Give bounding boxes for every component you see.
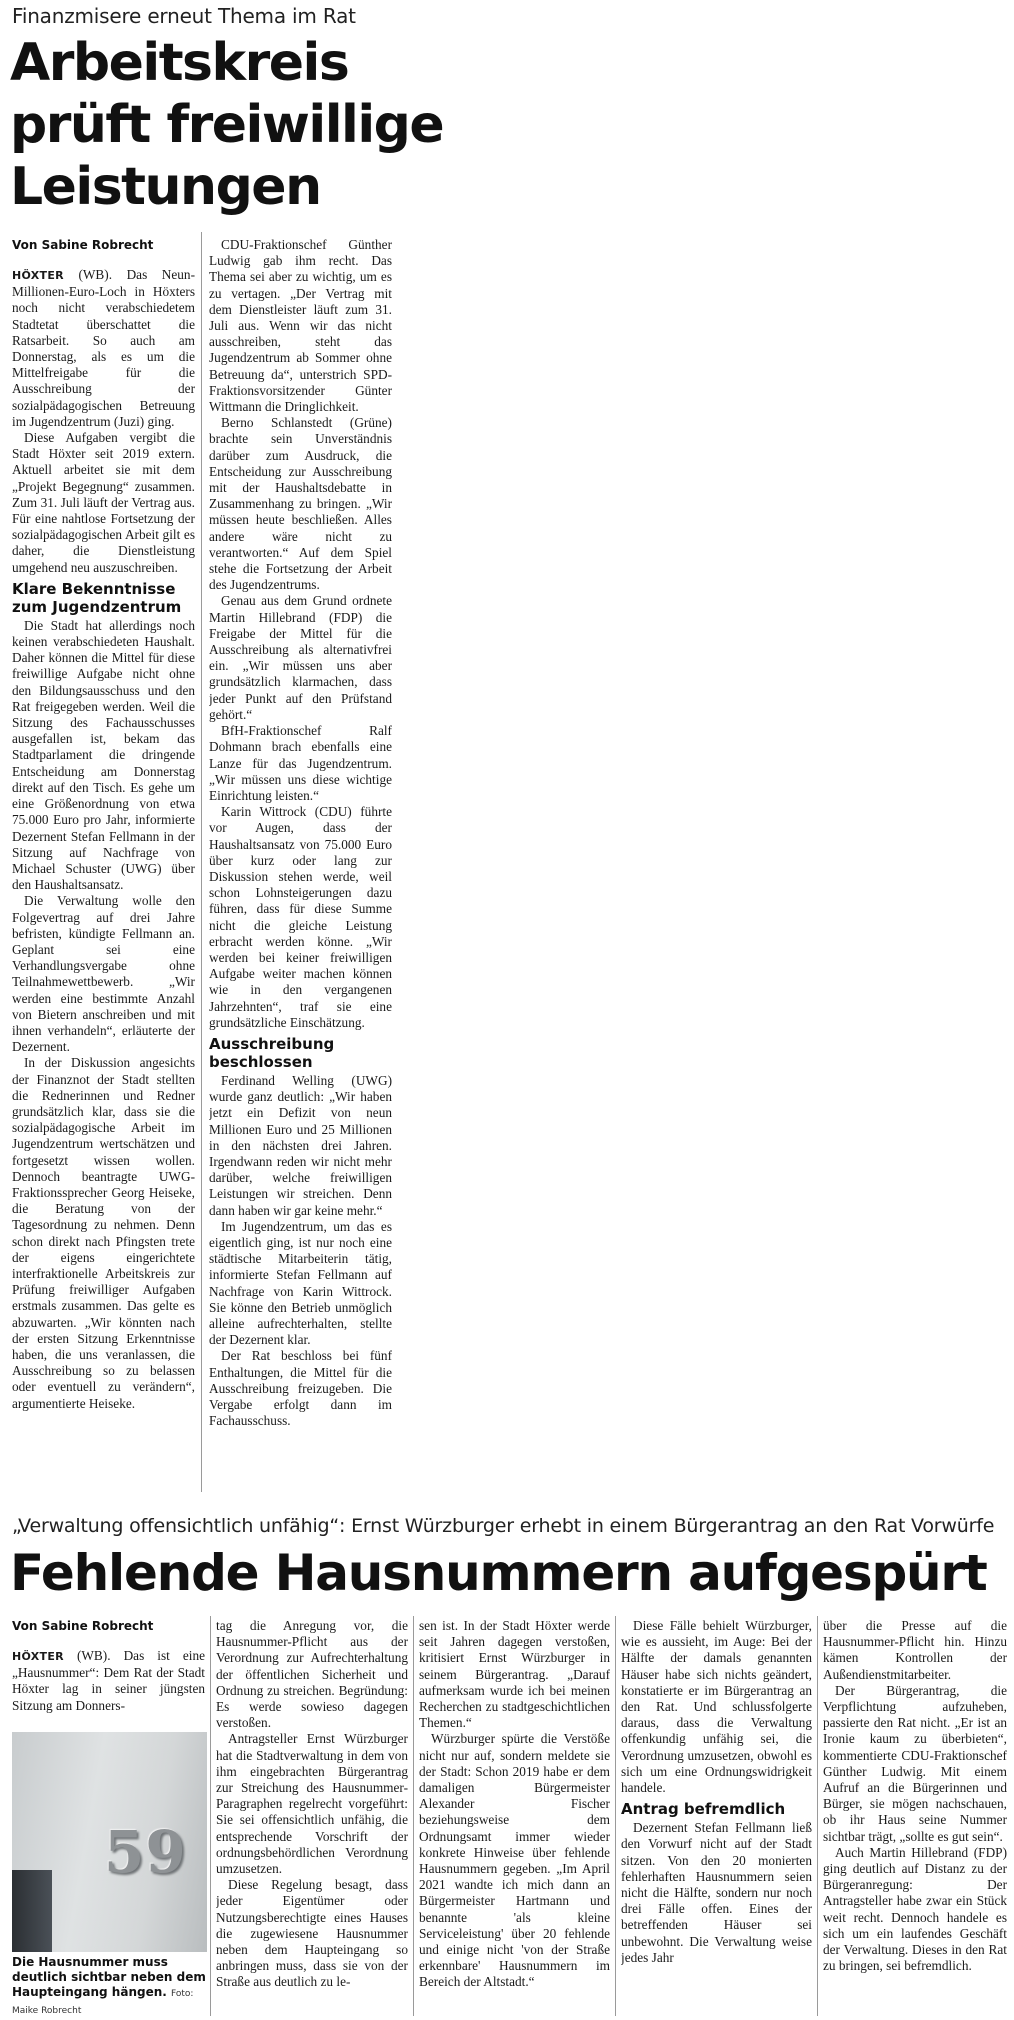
article1-col2-paragraph-4: BfH-Fraktionschef Ralf Dohmann brach ebenfalls eine Lanze für das Jugendzentrum. „Wir müssen uns diese wichtige Einrichtung leisten.“: [209, 723, 392, 803]
article2-column-2: [216, 1618, 408, 2018]
article1-headline-line-2: prüft freiwillige: [10, 95, 444, 155]
article2-col2-paragraph-1: tag die Anregung vor, die Hausnummer-Pflicht aus der Verordnung zur Aufrechterhaltung der öffentlichen Sicherheit und Ordnung zu streichen. Begründung: Es werde sowieso dagegen verstoßen.: [216, 1618, 408, 1731]
house-number-plate: 59: [104, 1818, 187, 1886]
article1-col1-paragraph-5: In der Diskussion angesichts der Finanznot der Stadt stellten die Rednerinnen und Redner grundsätzlich klar, dass sie die sozialpädagogische Arbeit im Jugendzentrum wertschätzen und fortgesetzt wissen wollen. Dennoch beantragte UWG-Fraktionssprecher Georg Heiseke, die Beratung von der Tagesordnung zu nehmen. Denn schon direkt nach Pfingsten trete der eigens eingerichtete interfraktionelle Arbeitskreis zur Prüfung freiwilliger Aufgaben erstmals zusammen. Das gelte es abzuwarten. „Wir könnten nach der ersten Sitzung Erkenntnisse haben, die uns veranlassen, die Ausschreibung so zu belassen oder eventuell zu verändern“, argumentierte Heiseke.: [12, 1055, 195, 1411]
article2-column-divider-3: [615, 1616, 616, 2016]
article2-col5-paragraph-1: über die Presse auf die Hausnummer-Pflicht hin. Hinzu kämen Kontrollen der Außendienstmitarbeiter.: [823, 1618, 1007, 1682]
door-frame: [12, 1870, 52, 1952]
article2-column-divider-4: [817, 1616, 818, 2016]
article2-column-1: [12, 1648, 205, 1730]
article1-column-2: [209, 237, 392, 1497]
article2-col1-paragraph-1-text: (WB). Das ist eine „Hausnummer“: Dem Rat der Stadt Höxter lag in seiner jüngsten Sitzung am Donners-: [12, 1648, 205, 1713]
article1-headline-line-3: Leistungen: [10, 157, 321, 217]
article2-col2-paragraph-3: Diese Regelung besagt, dass jeder Eigentümer oder Nutzungsberechtigte eines Hauses die zugewiesene Hausnummer neben dem Haupteingang so anbringen muss, dass sie von der Straße aus deutlich zu le-: [216, 1877, 408, 1990]
article1-byline: Von Sabine Robrecht: [12, 238, 154, 252]
article1-headline-line-1: Arbeitskreis: [10, 33, 349, 93]
article1-column-divider: [201, 232, 202, 1492]
article1-headline: [10, 32, 443, 218]
article2-byline: Von Sabine Robrecht: [12, 1619, 154, 1633]
article1-col2-paragraph-1: CDU-Fraktionschef Günther Ludwig gab ihm recht. Das Thema sei aber zu wichtig, um es zu vertagen. „Der Vertrag mit dem Dienstleister läuft zum 31. Juli aus. Wenn wir das nicht ausschreiben, steht das Jugendzentrum ab Sommer ohne Betreuung da“, unterstrich SPD-Fraktionsvorsitzender Günter Wittmann die Dringlichkeit.: [209, 237, 392, 415]
article1-col2-paragraph-7: Im Jugendzentrum, um das es eigentlich ging, ist nur noch eine städtische Mitarbeiterin tätig, informierte Stefan Fellmann auf Nachfrage von Karin Wittrock. Sie könne den Betrieb unmöglich alleine aufrechterhalten, stellte der Dezernent klar.: [209, 1218, 392, 1348]
article1-col2-paragraph-3: Genau aus dem Grund ordnete Martin Hillebrand (FDP) die Freigabe der Mittel für die Ausschreibung als alternativfrei ein. „Wir müssen uns aber grundsätzlich klarmachen, dass jeder Punkt auf den Prüfstand gehört.“: [209, 593, 392, 722]
article2-col1-paragraph-1: [12, 1648, 205, 1714]
article1-subhead-2: Ausschreibung beschlossen: [209, 1034, 335, 1071]
article2-col4-paragraph-1: Diese Fälle behielt Würzburger, wie es aussieht, im Auge: Bei der Hälfte der damals genannten Häuser habe sich nichts geändert, konstatierte er im Bürgerantrag an den Rat. Und schlussfolgerte daraus, dass die Verwaltung offenkundig unfähig sei, die Verordnung umzusetzen, obwohl es sich um eine Ordnungswidrigkeit handele.: [621, 1618, 812, 1796]
photo-caption: [12, 1955, 207, 2019]
article2-column-4: [621, 1618, 812, 2018]
article1-col1-paragraph-4: Die Verwaltung wolle den Folgevertrag auf drei Jahre befristen, kündigte Fellmann an. Geplant sei eine Verhandlungsvergabe ohne Teilnahmewettbewerb. „Wir werden eine bestimmte Anzahl von Bietern anschreiben und mit ihnen verhandeln“, erläuterte der Dezernent.: [12, 893, 195, 1055]
article2-column-5: [823, 1618, 1007, 2018]
photo-caption-text: Die Hausnummer muss deutlich sichtbar neben dem Haupteingang hängen.: [12, 1955, 206, 1999]
article2-col5-paragraph-2: Der Bürgerantrag, die Verpflichtung aufzuheben, passierte den Rat nicht. „Er ist an Ironie kaum zu überbieten“, kommentierte CDU-Fraktionschef Günther Ludwig. Mit einem Aufruf an die Bürgerinnen und Bürger, sie mögen nachschauen, ob ihr Haus seine Nummer sichtbar trägt, „sollte es gut sein“.: [823, 1682, 1007, 1844]
article2-col3-paragraph-1: sen ist. In der Stadt Höxter werde seit Jahren dagegen verstoßen, kritisiert Ernst Würzburger in seinem Bürgerantrag. „Darauf aufmerksam wurde ich bei meinen Recherchen zu stadtgeschichtlichen Themen.“: [419, 1618, 610, 1731]
article2-headline: Fehlende Hausnummern aufgespürt: [10, 1544, 987, 1602]
article1-col1-paragraph-1-text: (WB). Das Neun-Millionen-Euro-Loch in Höxters noch nicht verabschiedetem Stadtetat überschattet die Ratsarbeit. So auch am Donnerstag, als es um die Mittelfreigabe für die Ausschreibung der sozialpädagogischen Betreuung im Jugendzentrum (Juzi) ging.: [12, 267, 195, 429]
photo-credit: Foto: Maike Robrecht: [12, 1989, 194, 2016]
article1-col1-paragraph-2: Diese Aufgaben vergibt die Stadt Höxter seit 2019 extern. Aktuell arbeitet sie mit dem „Projekt Begegnung“ zusammen. Zum 31. Juli läuft der Vertrag aus. Für eine nahtlose Fortsetzung der sozialpädagogischen Arbeit gilt es daher, die Dienstleistung umgehend neu auszuschreiben.: [12, 430, 195, 575]
article2-column-divider-1: [210, 1616, 211, 2016]
article2-dateline: HÖXTER: [12, 1650, 64, 1663]
article1-subhead-1: Klare Bekenntnisse zum Jugendzentrum: [12, 579, 182, 616]
article1-col2-paragraph-2: Berno Schlanstedt (Grüne) brachte sein Unverständnis darüber zum Ausdruck, die Entscheidung zur Ausschreibung mit der Haushaltsdebatte in Zusammenhang zu bringen. „Wir müssen heute beschließen. Alles andere wäre nicht zu verantworten.“ Auf dem Spiel stehe die Fortsetzung der Arbeit des Jugendzentrums.: [209, 415, 392, 593]
article2-column-3: [419, 1618, 610, 2018]
article2-col4-paragraph-2: Dezernent Stefan Fellmann ließ den Vorwurf nicht auf der Stadt sitzen. Von den 20 monierten fehlerhaften Hausnummern seien nicht die Hälfte, sondern nur noch drei Fälle offen. Eines der betreffenden Häuser sei unbewohnt. Die Verwaltung weise jedes Jahr: [621, 1820, 812, 1965]
article2-column-divider-2: [413, 1616, 414, 2016]
article1-col2-paragraph-6: Ferdinand Welling (UWG) wurde ganz deutlich: „Wir haben jetzt ein Defizit von neun Millionen Euro und 25 Millionen in den nächsten drei Jahren. Irgendwann reden wir nicht mehr darüber, welche freiwilligen Leistungen wir streichen. Denn dann haben wir gar keine mehr.“: [209, 1072, 392, 1218]
article1-kicker: Finanzmisere erneut Thema im Rat: [12, 4, 356, 28]
article1-column-1: [12, 267, 195, 1497]
article1-dateline: HÖXTER: [12, 269, 64, 282]
article2-kicker: „Verwaltung offensichtlich unfähig“: Ernst Würzburger erhebt in einem Bürgerantrag an den Rat Vorwürfe: [12, 1515, 995, 1537]
article2-col5-paragraph-3: Auch Martin Hillebrand (FDP) ging deutlich auf Distanz zu der Bürgeranregung: Der Antragsteller habe zwar ein Stück weit recht. Dennoch handele es sich um ein laufendes Geschäft der Verwaltung. Dieses in den Rat zu bringen, sei befremdlich.: [823, 1844, 1007, 1974]
article1-col1-paragraph-3: Die Stadt hat allerdings noch keinen verabschiedeten Haushalt. Daher können die Mittel für diese freiwillige Aufgabe nicht ohne den Bildungsausschuss und den Rat freigegeben werden. Weil die Sitzung des Fachausschusses ausgefallen ist, bekam das Stadtparlament die dringende Entscheidung am Donnerstag direkt auf den Tisch. Es gehe um eine Größenordnung von etwa 75.000 Euro pro Jahr, informierte Dezernent Stefan Fellmann in der Sitzung auf Nachfrage von Michael Schuster (UWG) über den Haushaltsansatz.: [12, 617, 195, 893]
article2-subhead: Antrag befremdlich: [621, 1800, 786, 1819]
house-number-photo: [12, 1732, 207, 1952]
article1-col2-paragraph-8: Der Rat beschloss bei fünf Enthaltungen, die Mittel für die Ausschreibung freizugeben. Die Vergabe erfolgt dann im Fachausschuss.: [209, 1348, 392, 1429]
article2-col3-paragraph-2: Würzburger spürte die Verstöße nicht nur auf, sondern meldete sie der Stadt: Schon 2019 habe er dem damaligen Bürgermeister Alexander Fischer beziehungsweise dem Ordnungsamt immer wieder konkrete Hinweise über fehlende Hausnummern gegeben. „Im April 2021 wandte ich mich dann an Bürgermeister Hartmann und benannte 'als kleine Serviceleistung' über 20 fehlende und einige nicht 'von der Straße erkennbare' Hausnummern im Bereich der Altstadt.“: [419, 1731, 610, 1990]
article1-col1-paragraph-1: [12, 267, 195, 430]
article1-col2-paragraph-5: Karin Wittrock (CDU) führte vor Augen, dass der Haushaltsansatz von 75.000 Euro über kurz oder lang zur Diskussion stehen werde, weil schon Lohnsteigerungen dazu führen, dass für diese Summe nicht die gleiche Leistung erbracht werden könne. „Wir werden bei keiner freiwilligen Aufgabe weiter machen können wie in den vergangenen Jahrzehnten“, traf sie eine grundsätzliche Einschätzung.: [209, 804, 392, 1030]
article2-col2-paragraph-2: Antragsteller Ernst Würzburger hat die Stadtverwaltung in dem von ihm eingebrachten Bürgerantrag zur Streichung des Hausnummer-Paragraphen regelrecht vorgeführt: Sie sei offensichtlich unfähig, die entsprechende Vorschrift der ordnungsbehördlichen Verordnung umzusetzen.: [216, 1731, 408, 1877]
